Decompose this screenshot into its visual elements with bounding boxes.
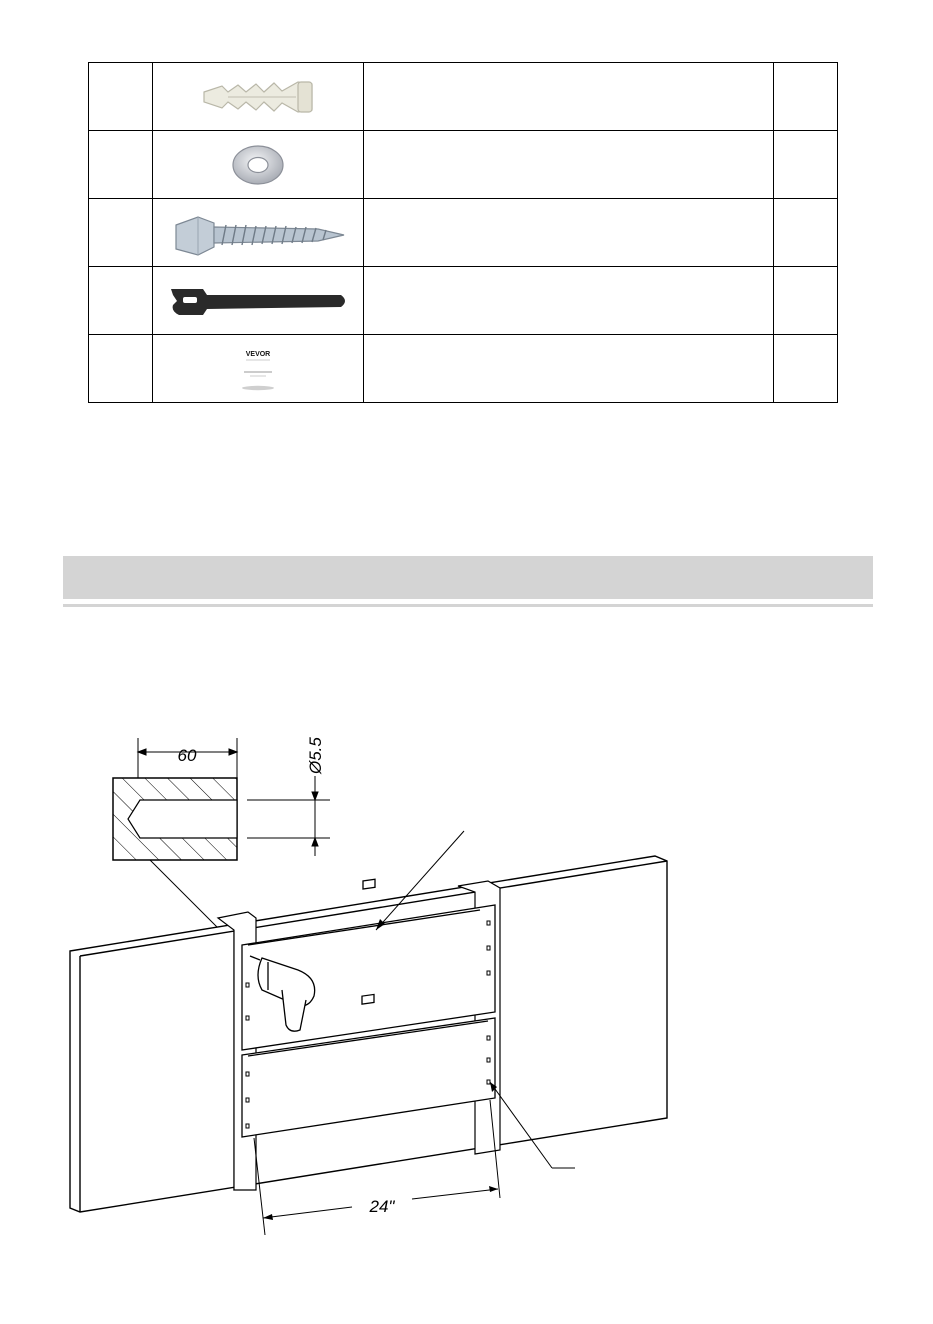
part-quantity-cell <box>773 131 837 199</box>
dimension-depth-label: 60 <box>177 746 197 765</box>
wall-panel <box>70 856 667 1212</box>
hex-lag-screw-icon <box>168 205 348 261</box>
installation-diagram <box>0 700 933 1280</box>
part-description-cell <box>364 267 774 335</box>
section-heading-bar <box>63 556 873 599</box>
dimension-diameter-label: Ø5.5 <box>306 737 325 774</box>
table-row <box>89 131 838 199</box>
table-row <box>89 335 838 403</box>
part-image-cell <box>153 267 364 335</box>
part-quantity-cell <box>773 199 837 267</box>
table-row <box>89 267 838 335</box>
part-number-cell <box>89 63 153 131</box>
part-description-cell <box>364 63 774 131</box>
parts-table <box>88 62 838 403</box>
wall-anchor-icon <box>198 74 318 120</box>
part-image-cell <box>153 335 364 403</box>
part-description-cell <box>364 199 774 267</box>
part-description-cell <box>364 335 774 403</box>
dimension-spacing-label: 24" <box>369 1197 395 1216</box>
hook-loop-cable-tie-icon <box>163 281 353 321</box>
part-quantity-cell <box>773 63 837 131</box>
manual-brand-logo: VEVOR <box>245 350 271 358</box>
section-divider <box>63 604 873 607</box>
part-number-cell <box>89 199 153 267</box>
table-row <box>89 199 838 267</box>
manual-booklet-icon <box>228 342 288 396</box>
part-quantity-cell <box>773 335 837 403</box>
part-image-cell <box>153 199 364 267</box>
part-description-cell <box>364 131 774 199</box>
part-quantity-cell <box>773 267 837 335</box>
part-number-cell <box>89 267 153 335</box>
part-number-cell <box>89 131 153 199</box>
table-row <box>89 63 838 131</box>
part-image-cell <box>153 131 364 199</box>
part-number-cell <box>89 335 153 403</box>
part-image-cell <box>153 63 364 131</box>
flat-washer-icon <box>228 142 288 188</box>
